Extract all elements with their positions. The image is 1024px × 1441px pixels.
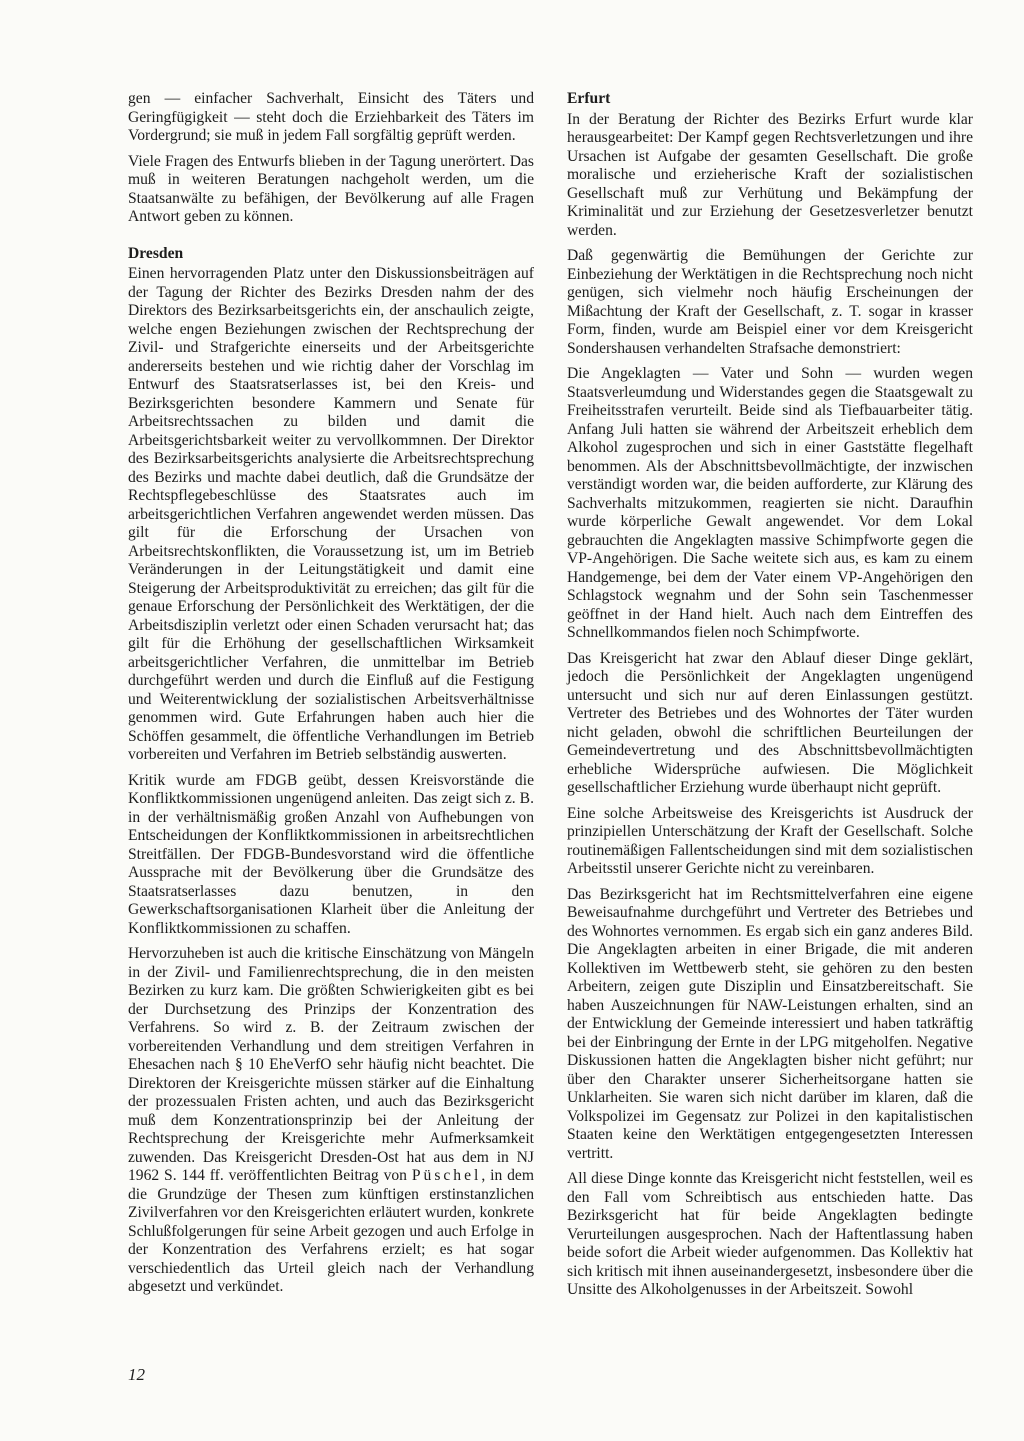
paragraph: Einen hervorragenden Platz unter den Diskussionsbeiträgen auf der Tagung der Richter des Bezirks Dresden nahm der des Direktors des Bezirksarbeitsgerichts ein, der anschaulich zeigte, welche engen Beziehungen zwischen der Rechtsprechung der Zivil- und Strafgerichte einerseits und der Arbeitsgerichte andererseits bestehen und wie richtig daher der Vorschlag im Entwurf des Staatsratserlasses ist, bei den Kreis- und Bezirksgerichten besondere Kammern und Senate für Arbeitsrechtssachen zu bilden und damit die Arbeitsgerichtsbarkeit weiter zu vervollkommnen. Der Direktor des Bezirksarbeitsgerichts analysierte die Arbeitsrechtsprechung des Bezirks und machte dabei deutlich, daß die Grundsätze der Rechtspflegebeschlüsse des Staatsrates auch im arbeitsgerichtlichen Verfahren angewendet werden müssen. Das gilt für die Erforschung der Ursachen von Arbeitsrechtskonflikten, die Voraussetzung ist, um im Betrieb Veränderungen in der Leitungstätigkeit und damit eine Steigerung der Arbeitsproduktivität zu erreichen; das gilt für die genaue Erforschung der Persönlichkeit des Werktätigen, der die Arbeitsdisziplin verletzt oder einen Schaden verursacht hat; das gilt für die Erhöhung der gesellschaftlichen Wirksamkeit arbeitsgerichtlicher Verfahren, die unmittelbar im Betrieb durchgeführt werden und durch die Einfluß auf die Festigung und Weiterentwicklung der sozialistischen Arbeitsverhältnisse genommen wird. Gute Erfahrungen haben auch hier die Schöffen gesammelt, die öffentliche Verhandlungen im Betrieb vorbereiten und Verfahren im Betrieb selbständig auswerten. <box>128 265 534 763</box>
paragraph <box>128 945 534 1297</box>
paragraph: Kritik wurde am FDGB geübt, dessen Kreisvorstände die Konfliktkommissionen ungenügend anleiten. Das zeigt sich z. B. in der verhältnismäßig großen Anzahl von Aufhebungen von Entscheidungen der Konfliktkommissionen in arbeitsrechtlichen Streitfällen. Der FDGB-Bundesvorstand wird die öffentliche Aussprache mit der Bevölkerung über die Grundsätze des Staatsratserlasses dazu benutzen, in den Gewerkschaftsorganisationen Klarheit über die Anleitung der Konfliktkommissionen zu schaffen. <box>128 771 534 937</box>
paragraph: Eine solche Arbeitsweise des Kreisgerichts ist Ausdruck der prinzipiellen Unterschätzung der Kraft der Gesellschaft. Solche routinemäßigen Fallentscheidungen sind mit dem sozialistischen Arbeitsstil unserer Gerichte nicht zu vereinbaren. <box>567 804 973 877</box>
paragraph-text: Hervorzuheben ist auch die kritische Einschätzung von Mängeln in der Zivil- und Familienrechtsprechung, die in den meisten Bezirken zu kurz kam. Die größten Schwierigkeiten gibt es bei der Durchsetzung des Prinzips der Konzentration des Verfahrens. So wird z. B. der Zeitraum zwischen der vorbereitenden Verhandlung und dem streitigen Verfahren in Ehesachen nach § 10 EheVerfO sehr häufig nicht beachtet. Die Direktoren der Kreisgerichte müssen stärker auf die Einhaltung der prozessualen Fristen achten, und auch das Bezirksgericht muß dem Konzentrationsprinzip bei der Anleitung der Rechtsprechung der Kreisgerichte mehr Aufmerksamkeit zuwenden. Das Kreisgericht Dresden-Ost hat aus dem in NJ 1962 S. 144 ff. veröffentlichten Beitrag von <box>128 945 534 1184</box>
paragraph: Das Bezirksgericht hat im Rechtsmittelverfahren eine eigene Beweisaufnahme durchgeführt und Vertreter des Betriebes und des Wohnortes vernommen. Es ergab sich ein ganz anderes Bild. Die Angeklagten arbeiten in einer Brigade, die mit anderen Kollektiven im Wettbewerb steht, sie gehören zu den besten Arbeitern, zeigen gute Disziplin und Einsatzbereitschaft. Sie haben Auszeichnungen für NAW-Leistungen erhalten, sind an der Entwicklung der Gemeinde interessiert und haben tatkräftig bei der Einbringung der Ernte in der LPG mitgeholfen. Negative Diskussionen hatten die Angeklagten bisher nicht geführt; nur über den Charakter unserer Sicherheitsorgane hatten sie Unklarheiten. Sie waren sich nicht darüber im klaren, daß die Volkspolizei im Gegensatz zur Polizei in den kapitalistischen Staaten keine den Werktätigen entgegengesetzten Interessen vertritt. <box>567 885 973 1162</box>
paragraph: Die Angeklagten — Vater und Sohn — wurden wegen Staatsverleumdung und Widerstandes gegen die Staatsgewalt zu Freiheitsstrafen verurteilt. Beide sind als Tiefbauarbeiter tätig. Anfang Juli hatten sie während der Arbeitszeit erheblich dem Alkohol zugesprochen und sich in einer Gaststätte flegelhaft benommen. Als der Abschnittsbevollmächtigte, der inzwischen verständigt worden war, die beiden aufforderte, zur Klärung des Sachverhalts mitzukommen, reagierten sie nicht. Daraufhin wurde körperliche Gewalt angewendet. Vor dem Lokal gebrauchten die Angeklagten massive Schimpfworte gegen die VP-Angehörigen. Die Sache weitete sich aus, es kam zu einem Handgemenge, bei dem der Vater einem VP-Angehörigen den Schlagstock wegnahm und der Sohn sein Taschenmesser geöffnet in der Hand hielt. Auch nach dem Eintreffen des Schnellkommandos fielen noch Schimpfworte. <box>567 365 973 641</box>
paragraph: gen — einfacher Sachverhalt, Einsicht des Täters und Geringfügigkeit — steht doch die Erziehbarkeit des Täters im Vordergrund; sie muß in jedem Fall sorgfältig geprüft werden. <box>128 90 534 144</box>
paragraph: Daß gegenwärtig die Bemühungen der Gerichte zur Einbeziehung der Werktätigen in die Rechtsprechung noch nicht genügen, sich vielmehr noch häufig Erscheinungen der Mißachtung der Kraft der Gesellschaft, z. T. sogar in krasser Form, finden, wurde am Beispiel einer vor dem Kreisgericht Sondershausen verhandelten Strafsache demonstriert: <box>567 247 973 357</box>
right-column <box>567 90 973 1307</box>
page-number: 12 <box>128 1365 145 1384</box>
paragraph-text: , in dem die Grundzüge der Thesen zum künftigen erstinstanzlichen Zivilverfahren vor den Kreisgerichten erläutert wurden, konkrete Schlußfolgerungen für seine Arbeit gezogen und auch Erfolge in der Konzentration des Verfahrens erzielt; es hat sogar verschiedentlich das Urteil gleich nach der Verhandlung abgesetzt und verkündet. <box>128 1167 534 1295</box>
section-heading-dresden: Dresden <box>128 244 184 262</box>
left-column <box>128 90 534 1304</box>
paragraph: Das Kreisgericht hat zwar den Ablauf dieser Dinge geklärt, jedoch die Persönlichkeit der Angeklagten ungenügend untersucht und sich nur auf deren Einlassungen gestützt. Vertreter des Betriebes und des Wohnortes der Täter wurden nicht geladen, obwohl die schriftlichen Beurteilungen der Gemeindevertretung und des Abschnittsbevollmächtigten erhebliche Widersprüche aufwiesen. Die Möglichkeit gesellschaftlicher Erziehung wurde überhaupt nicht geprüft. <box>567 649 973 796</box>
author-name: Püschel <box>411 1167 482 1184</box>
paragraph: All diese Dinge konnte das Kreisgericht nicht feststellen, weil es den Fall vom Schreibtisch aus entschieden hatte. Das Bezirksgericht hat für beide Angeklagten bedingte Verurteilungen ausgesprochen. Nach der Haftentlassung haben beide sofort die Arbeit wieder aufgenommen. Das Kollektiv hat sich kritisch mit ihnen auseinandergesetzt, insbesondere über die Unsitte des Alkoholgenusses in der Arbeitszeit. Sowohl <box>567 1170 973 1298</box>
section-heading-erfurt: Erfurt <box>567 90 611 107</box>
paragraph: In der Beratung der Richter des Bezirks Erfurt wurde klar herausgearbeitet: Der Kampf gegen Rechtsverletzungen und ihre Ursachen ist Aufgabe der gesamten Gesellschaft. Die große moralische und erzieherische Kraft der sozialistischen Gesellschaft muß zur Verhütung und Bekämpfung der Kriminalität und zur Erziehung der Gesetzesverletzer benutzt werden. <box>567 110 973 239</box>
paragraph: Viele Fragen des Entwurfs blieben in der Tagung unerörtert. Das muß in weiteren Beratungen nachgeholt werden, um die Staatsanwälte zu befähigen, der Bevölkerung auf alle Fragen Antwort geben zu können. <box>128 152 534 225</box>
